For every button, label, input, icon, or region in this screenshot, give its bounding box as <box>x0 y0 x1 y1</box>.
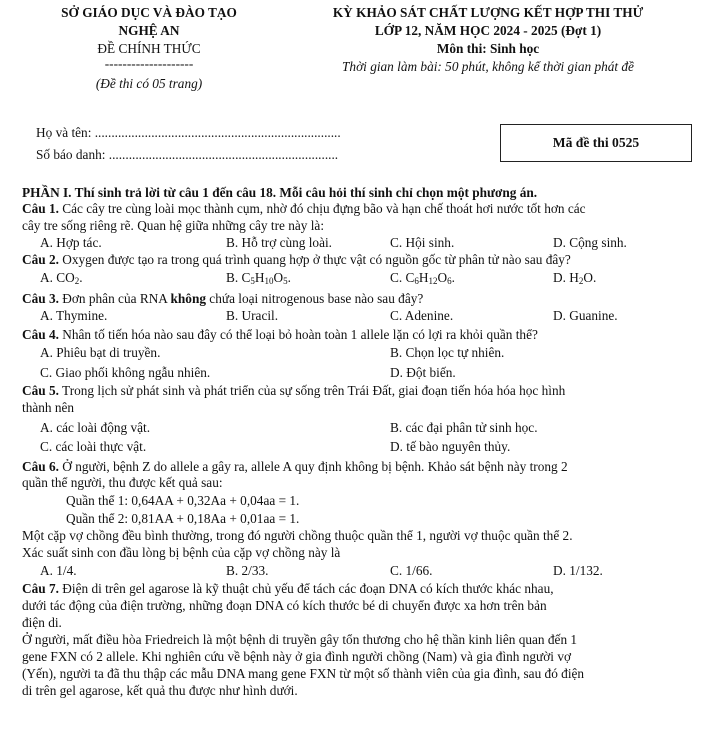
question-text: Điện di trên gel agarose là kỹ thuật chủ yếu để tách các đoạn DNA có kích thước khác nhau, <box>58 581 554 596</box>
question-1 <box>22 200 692 217</box>
exam-code-box: Mã đề thi 0525 <box>500 124 692 162</box>
question-6-cont: quần thể người, thu được kết quả sau: <box>22 475 223 490</box>
q6-option-d: D. 1/132. <box>553 563 603 578</box>
header-right <box>283 4 693 76</box>
question-label: Câu 5. <box>22 383 59 398</box>
question-6 <box>22 458 692 475</box>
q1-option-c: C. Hội sinh. <box>390 235 455 250</box>
question-text: Oxygen được tạo ra trong quá trình quang hợp ở thực vật có nguồn gốc từ phân tử nào sau đây? <box>58 252 571 267</box>
q1-option-d: D. Cộng sinh. <box>553 235 627 250</box>
q3-option-a: A. Thymine. <box>40 308 108 323</box>
question-3: Câu 3. Đơn phân của RNA không chứa loại nitrogenous base nào sau đây? <box>22 291 424 306</box>
q1-option-a: A. Hợp tác. <box>40 235 102 250</box>
header-left <box>18 4 280 93</box>
question-text: Các cây tre cùng loài mọc thành cụm, nhờ đó chịu đựng bão và hạn chế thoát hơi nước tốt hơn các <box>58 201 586 216</box>
q1-option-b: B. Hỗ trợ cùng loài. <box>226 235 333 250</box>
q3-option-c: C. Adenine. <box>390 308 454 323</box>
question-7-cont6: di trên gel agarose, kết quả thu được như hình dưới. <box>22 683 298 698</box>
question-text: Ở người, bệnh Z do allele a gây ra, allele A quy định không bị bệnh. Khảo sát bệnh này trong 2 <box>58 459 568 474</box>
question-text: Nhân tố tiến hóa nào sau đây có thể loại bỏ hoàn toàn 1 allele lặn có lợi ra khỏi quần thể? <box>58 327 538 342</box>
population-2: Quần thể 2: 0,81AA + 0,18Aa + 0,01aa = 1. <box>66 511 300 526</box>
question-label: Câu 1. <box>22 201 59 216</box>
department-name: SỞ GIÁO DỤC VÀ ĐÀO TẠO <box>61 5 237 20</box>
q5-option-a: A. các loài động vật. <box>40 420 151 435</box>
question-1-cont: cây tre sống riêng rẽ. Quan hệ giữa những cây tre này là: <box>22 218 325 233</box>
q4-option-a: A. Phiêu bạt di truyền. <box>40 345 161 360</box>
question-text: Trong lịch sử phát sinh và phát triển của sự sống trên Trái Đất, giai đoạn tiến hóa hóa học hình <box>58 383 566 398</box>
question-label: Câu 2. <box>22 252 59 267</box>
q2-option-c: C. $C_6H_{12}O_6$. <box>390 270 455 286</box>
question-label: Câu 7. <box>22 581 59 596</box>
q3-option-d: D. Guanine. <box>553 308 618 323</box>
q3-option-b: B. Uracil. <box>226 308 279 323</box>
student-name-field: Họ và tên: .......................................................................... <box>36 125 341 140</box>
q5-option-b: B. các đại phân tử sinh học. <box>390 420 538 435</box>
exam-duration: Thời gian làm bài: 50 phút, không kể thời gian phát đề <box>342 59 634 74</box>
q5-option-d: D. tế bào nguyên thủy. <box>390 439 511 454</box>
question-label: Câu 6. <box>22 459 59 474</box>
header-divider: -------------------- <box>104 56 194 71</box>
question-7 <box>22 580 692 597</box>
question-7-cont: dưới tác động của điện trường, những đoạn DNA có kích thước bé di chuyển được xa hơn trên bản <box>22 598 547 613</box>
q6-option-b: B. 2/33. <box>226 563 269 578</box>
question-7-cont5: (Yến), người ta đã thu thập các mẫu DNA mang gene FXN từ một số thành viên của gia đình, sau đó điện <box>22 666 585 681</box>
province-name: NGHỆ AN <box>118 23 180 38</box>
exam-title: KỲ KHẢO SÁT CHẤT LƯỢNG KẾT HỢP THI THỬ <box>332 5 644 20</box>
q6-option-a: A. 1/4. <box>40 563 77 578</box>
question-5-cont: thành nên <box>22 400 75 415</box>
q5-option-c: C. các loài thực vật. <box>40 439 147 454</box>
question-7-cont2: điện di. <box>22 615 62 630</box>
q4-option-b: B. Chọn lọc tự nhiên. <box>390 345 505 360</box>
question-6-cont2: Một cặp vợ chồng đều bình thường, trong đó người chồng thuộc quần thể 1, người vợ thuộc quần thể 2. <box>22 528 573 543</box>
student-id-field: Số báo danh: ..................................................................... <box>36 147 339 162</box>
question-7-cont3: Ở người, mất điều hòa Friedreich là một bệnh di truyền gây tổn thương cho hệ thần kinh liên quan đến 1 <box>22 632 578 647</box>
question-6-cont3: Xác suất sinh con đầu lòng bị bệnh của cặp vợ chồng này là <box>22 545 341 560</box>
exam-subject: Môn thi: Sinh học <box>436 41 540 56</box>
q4-option-c: C. Giao phối không ngẫu nhiên. <box>40 365 211 380</box>
part1-heading: PHẦN I. Thí sinh trả lời từ câu 1 đến câu 18. Mỗi câu hỏi thí sinh chỉ chọn một phương án. <box>22 185 538 200</box>
question-4 <box>22 326 692 343</box>
q4-option-d: D. Đột biến. <box>390 365 456 380</box>
question-label: Câu 4. <box>22 327 59 342</box>
exam-grade-year: LỚP 12, NĂM HỌC 2024 - 2025 (Đợt 1) <box>374 23 602 38</box>
question-2 <box>22 251 692 268</box>
question-label: Câu 3. <box>22 291 59 306</box>
q6-option-c: C. 1/66. <box>390 563 433 578</box>
question-5 <box>22 382 692 399</box>
q2-option-a: A. $CO_2$. <box>40 270 83 286</box>
page-count-note: (Đề thi có 05 trang) <box>95 76 203 91</box>
population-1: Quần thể 1: 0,64AA + 0,32Aa + 0,04aa = 1. <box>66 493 300 508</box>
q2-option-d: D. $H_2O$. <box>553 270 597 286</box>
question-7-cont4: gene FXN có 2 allele. Khi nghiên cứu về bệnh này ở gia đình người chồng (Nam) và gia đình người vợ <box>22 649 571 664</box>
official-exam-label: ĐỀ CHÍNH THỨC <box>97 41 201 56</box>
q2-option-b: B. $C_5H_{10}O_5$. <box>226 270 291 286</box>
